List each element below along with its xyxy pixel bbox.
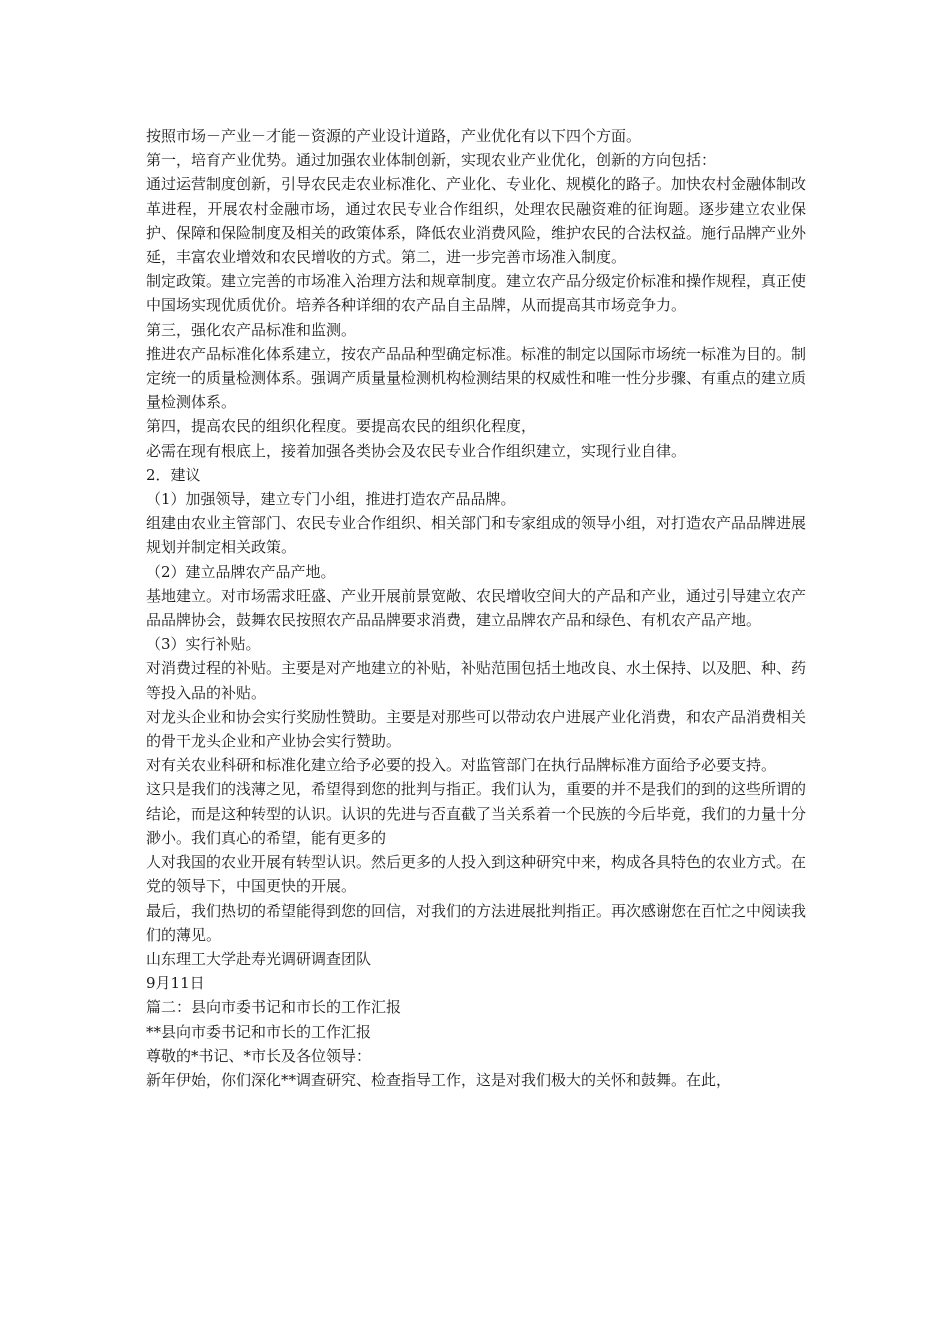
paragraph: 人对我国的农业开展有转型认识。然后更多的人投入到这种研究中来，构成各具特色的农业方式。在党的领导下，中国更快的开展。	[146, 853, 807, 896]
document-page	[146, 124, 806, 1092]
paragraph: 按照市场－产业－才能－资源的产业设计道路，产业优化有以下四个方面。	[146, 127, 642, 145]
report-title: **县向市委书记和市长的工作汇报	[146, 1022, 372, 1041]
signature-date: 9月11日	[146, 974, 205, 993]
paragraph: 对消费过程的补贴。主要是对产地建立的补贴，补贴范围包括土地改良、水土保持、以及肥、种、药等投入品的补贴。	[146, 659, 807, 702]
paragraph: （3）实行补贴。	[146, 635, 261, 654]
section-heading: 2．建议	[146, 465, 201, 484]
paragraph: （2）建立品牌农产品产地。	[146, 562, 336, 581]
paragraph: 基地建立。对市场需求旺盛、产业开展前景宽敞、农民增收空间大的产品和产业，通过引导建立农产品品牌协会，鼓舞农民按照农产品品牌要求消费，建立品牌农产品和绿色、有机农产品产地。	[146, 586, 807, 630]
signature-team: 山东理工大学赴寿光调研调查团队	[146, 949, 372, 968]
paragraph: 最后，我们热切的希望能得到您的回信，对我们的方法进展批判指正。再次感谢您在百忙之中阅读我们的薄见。	[146, 901, 807, 944]
salutation: 尊敬的*书记、*市长及各位领导：	[146, 1046, 372, 1065]
paragraph: （1）加强领导，建立专门小组，推进打造农产品品牌。	[146, 490, 516, 509]
paragraph: 第三，强化农产品标准和监测。	[146, 320, 357, 339]
section-title: 篇二：县向市委书记和市长的工作汇报	[146, 998, 402, 1017]
paragraph: 对龙头企业和协会实行奖励性赞助。主要是对那些可以带动农户进展产业化消费，和农产品消费相关的骨干龙头企业和产业协会实行赞助。	[146, 707, 807, 751]
paragraph: 这只是我们的浅薄之见，希望得到您的批判与指正。我们认为，重要的并不是我们的到的这些所谓的结论，而是这种转型的认识。认识的先进与否直截了当关系着一个民族的今后毕竟，我们的力量十分渺小。我们真心的希望，能有更多的	[146, 780, 807, 847]
paragraph: 制定政策。建立完善的市场准入治理方法和规章制度。建立农产品分级定价标准和操作规程，真正使中国场实现优质优价。培养各种详细的农产品自主品牌，从而提高其市场竞争力。	[146, 272, 807, 315]
paragraph: 必需在现有根底上，接着加强各类协会及农民专业合作组织建立，实现行业自律。	[146, 441, 687, 460]
paragraph: 对有关农业科研和标准化建立给予必要的投入。对监管部门在执行品牌标准方面给予必要支持。	[146, 756, 777, 775]
paragraph: 通过运营制度创新，引导农民走农业标准化、产业化、专业化、规模化的路子。加快农村金融体制改革进程，开展农村金融市场，通过农民专业合作组织，处理农民融资难的征询题。逐步建立农业保护、保障和保险制度及相关的政策体系，降低农业消费风险，维护农民的合法权益。施行品牌产业外延，丰富农业增效和农民增收的方式。第二，进一步完善市场准入制度。	[146, 175, 807, 267]
paragraph: 第一，培育产业优势。通过加强农业体制创新，实现农业产业优化，创新的方向包括：	[146, 151, 717, 170]
paragraph: 新年伊始，你们深化**调查研究、检查指导工作，这是对我们极大的关怀和鼓舞。在此，	[146, 1070, 732, 1089]
paragraph: 推进农产品标准化体系建立，按农产品品种型确定标准。标准的制定以国际市场统一标准为目的。制定统一的质量检测体系。强调产质量量检测机构检测结果的权威性和唯一性分步骤、有重点的建立质量检测体系。	[146, 344, 807, 412]
paragraph: 第四，提高农民的组织化程度。要提高农民的组织化程度，	[146, 417, 537, 436]
paragraph: 组建由农业主管部门、农民专业合作组织、相关部门和专家组成的领导小组，对打造农产品品牌进展规划并制定相关政策。	[146, 514, 807, 557]
